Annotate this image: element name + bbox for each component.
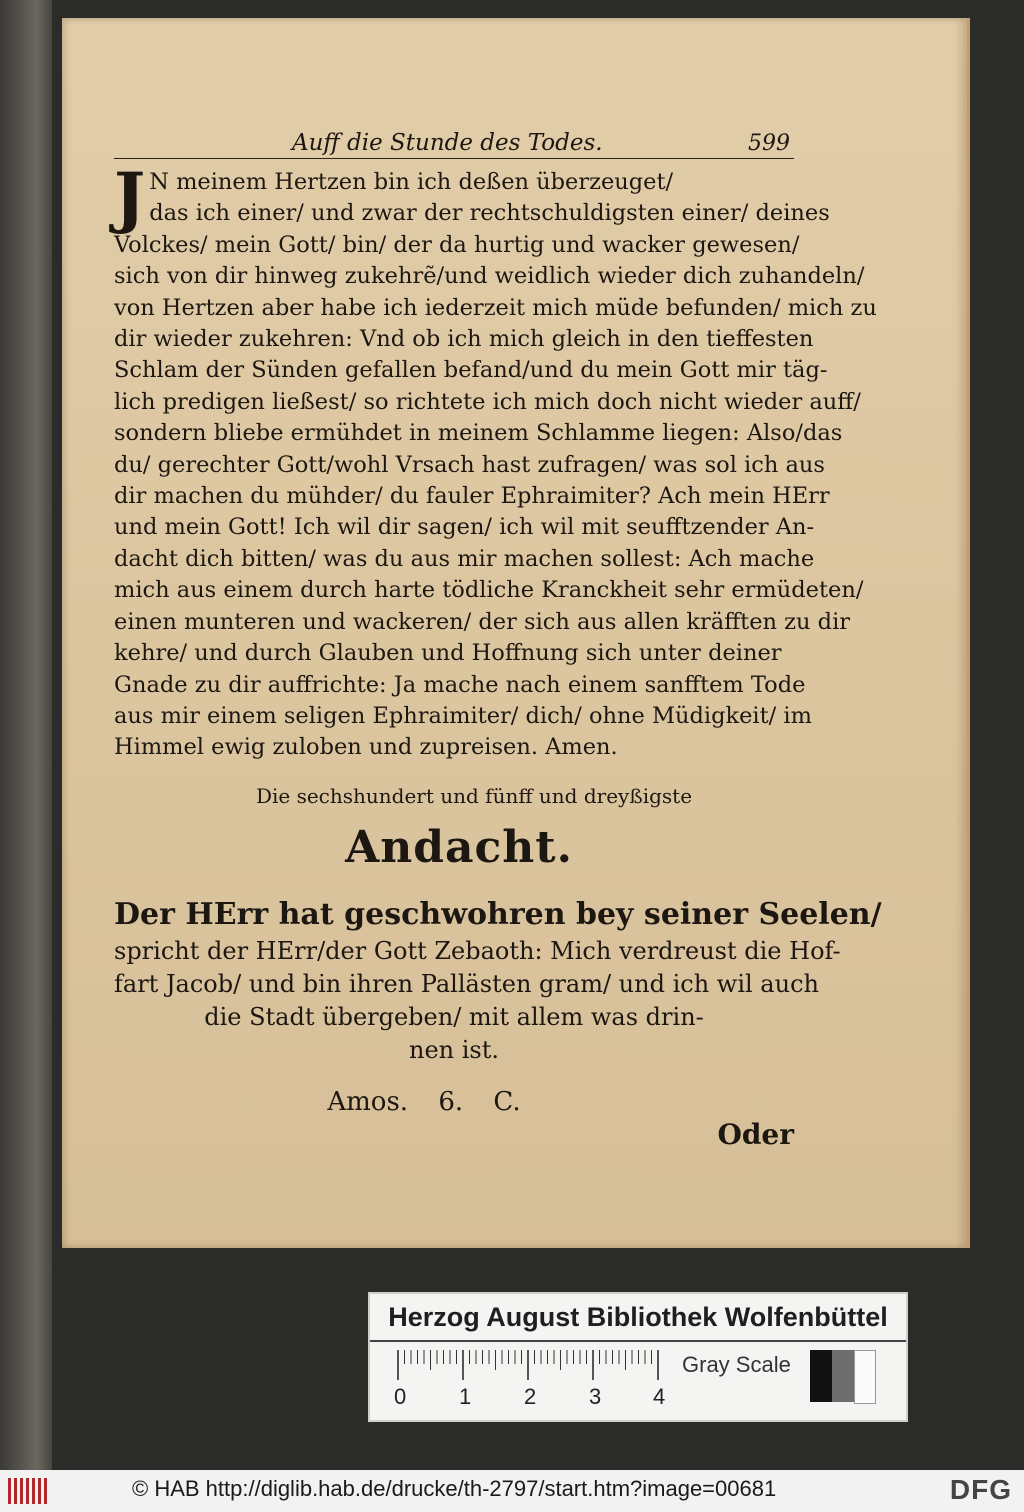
footer-bar [0,1470,1024,1512]
body-paragraph [114,158,877,764]
gray-swatch-black [810,1350,832,1402]
ruler-label: 0 [394,1384,407,1409]
text-line: du/ gerechter Gott/wohl Vrsach hast zufragen/ was sol ich aus [114,451,825,478]
text-line: mich aus einem durch harte tödliche Kranckheit sehr ermüdeten/ [114,577,864,604]
verse-line: nen ist. [408,1035,499,1064]
ruler-label: 3 [589,1384,602,1409]
text-line: Volckes/ mein Gott/ bin/ der da hurtig und wacker gewesen/ [114,231,800,258]
section-heading: Andacht. [345,821,573,873]
text-line: das ich einer/ und zwar der rechtschuldigsten einer/ deines [149,200,830,227]
text-line: N meinem Hertzen bin ich deßen überzeuget/ [149,169,674,195]
ruler-label: 2 [524,1384,537,1409]
library-name: Herzog August Bibliothek Wolfenbüttel [388,1302,888,1332]
text-line: dir wieder zukehren: Vnd ob ich mich gleich in den tieffesten [114,326,814,353]
plate-divider [370,1340,906,1342]
bible-verse [114,895,882,1067]
text-line: Schlam der Sünden gefallen befand/und du mein Gott mir täg- [114,357,828,384]
running-head-title: Auff die Stunde des Todes. [292,130,603,156]
page-content [114,118,882,1151]
verse-line: Der HErr hat geschwohren bey seiner Seelen/ [114,896,882,932]
verse-line: fart Jacob/ und bin ihren Pallästen gram/ und ich wil auch [114,969,819,998]
copyright-url[interactable]: © HAB http://diglib.hab.de/drucke/th-2797/start.htm?image=00681 [132,1476,777,1501]
hab-barcode-icon [8,1478,48,1504]
running-head [114,118,794,159]
dfg-logo: DFG [949,1474,1012,1505]
text-line: von Hertzen aber habe ich iederzeit mich müde befunden/ mich zu [114,294,877,321]
verse-line: spricht der HErr/der Gott Zebaoth: Mich verdreust die Hof- [114,936,841,965]
catchword: Oder [717,1118,794,1151]
text-line: und mein Gott! Ich wil dir sagen/ ich wil mit seufftzender An- [114,514,815,541]
text-line: lich predigen ließest/ so richtete ich mich doch nicht wieder auff/ [114,388,861,415]
text-line: dacht dich bitten/ was du aus mir machen sollest: Ach mache [114,545,815,572]
text-line: dir machen du mühder/ du fauler Ephraimiter? Ach mein HErr [114,483,830,510]
verse-line: die Stadt übergeben/ mit allem was drin- [204,1002,704,1031]
text-line: aus mir einem seligen Ephraimiter/ dich/ ohne Müdigkeit/ im [114,702,812,729]
text-line: Gnade zu dir auffrichte: Ja mache nach einem sanfftem Tode [114,671,806,698]
gray-swatch-white [854,1350,876,1404]
section-subheading: Die sechshundert und fünff und dreyßigste [255,783,693,808]
color-reference-plate [368,1292,908,1422]
gray-scale-label: Gray Scale [682,1352,791,1377]
book-page [62,18,970,1248]
ruler-label: 4 [653,1384,666,1409]
scale-ruler [398,1350,660,1380]
verse-citation: Amos. 6. C. [327,1086,521,1117]
ruler-label: 1 [459,1384,472,1409]
text-line: Himmel ewig zuloben und zupreisen. Amen. [114,734,618,761]
page-number: 599 [748,131,790,156]
drop-capital: J [114,158,146,236]
text-line: sondern bliebe ermühdet in meinem Schlamme liegen: Also/das [114,420,843,447]
text-line: kehre/ und durch Glauben und Hoffnung sich unter deiner [114,640,782,667]
gray-swatch-mid [832,1350,854,1402]
book-edge-strip [0,0,52,1470]
text-line: einen munteren und wackeren/ der sich aus allen kräfften zu dir [114,608,851,635]
text-line: sich von dir hinweg zukehrẽ/und weidlich wieder dich zuhandeln/ [114,263,865,290]
